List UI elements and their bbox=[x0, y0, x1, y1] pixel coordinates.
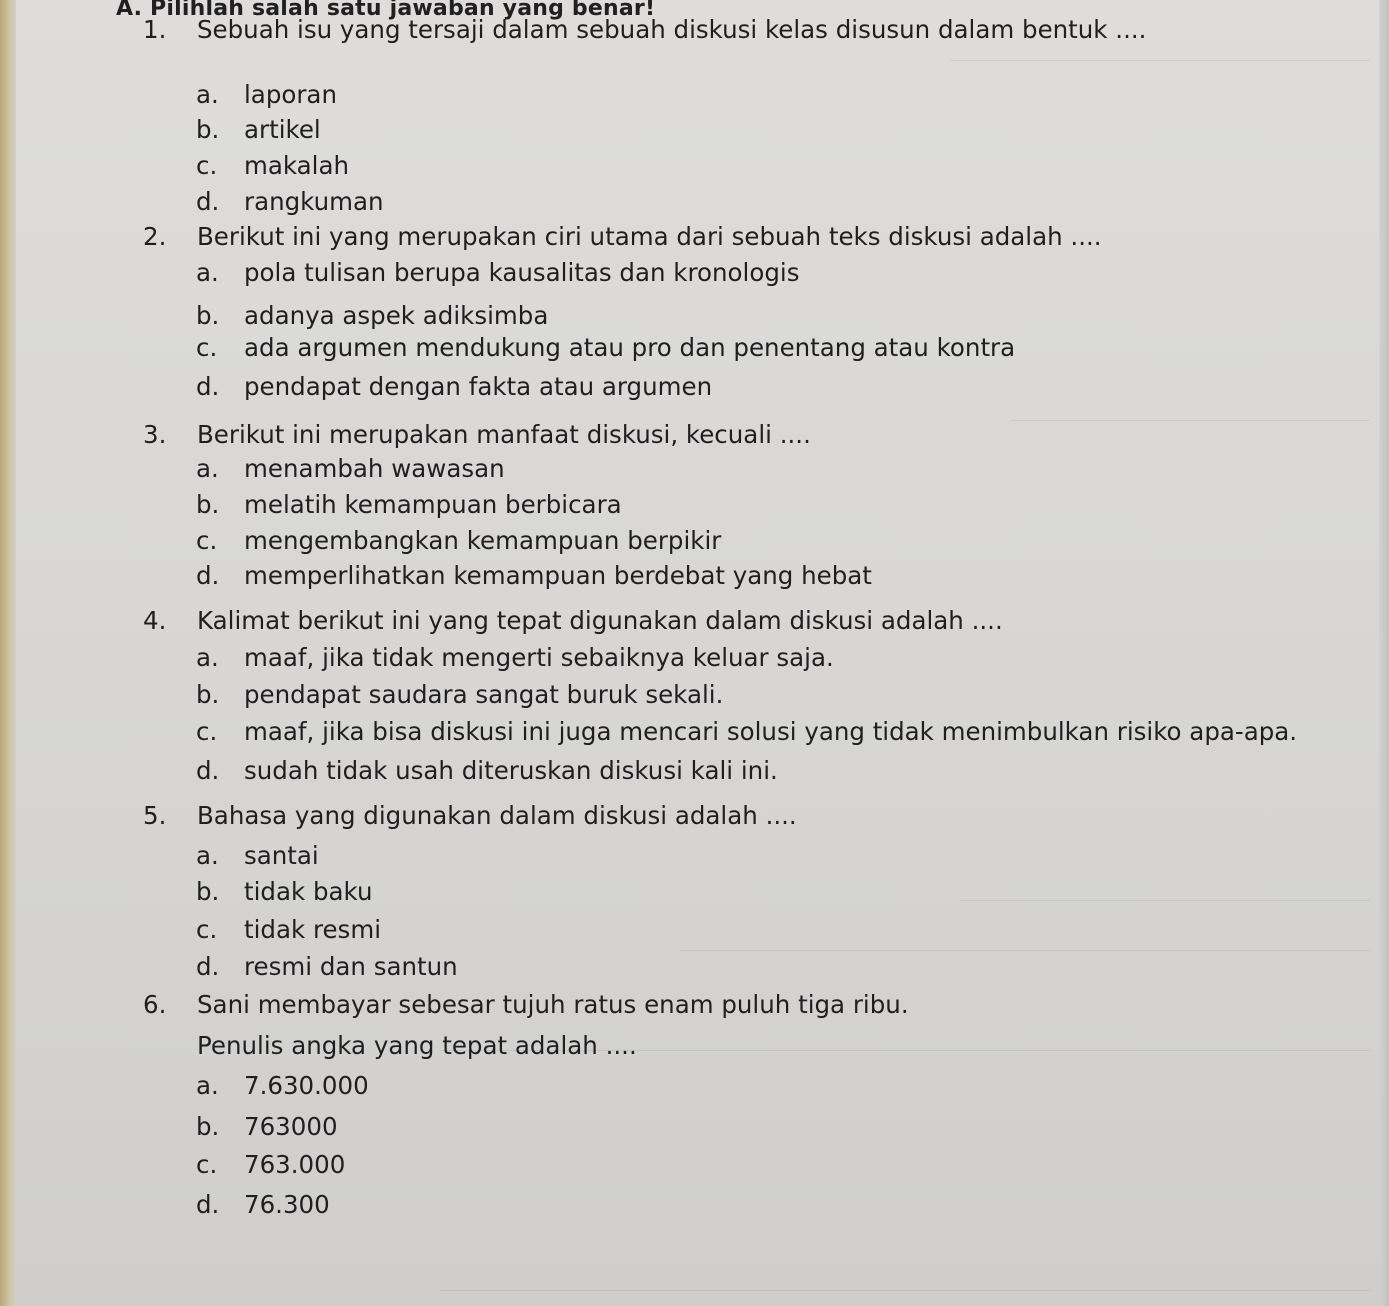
q4-option-d bbox=[196, 756, 778, 785]
question-number: 5. bbox=[143, 801, 167, 830]
option-text: 76.300 bbox=[244, 1190, 330, 1219]
q1-option-a bbox=[196, 80, 337, 109]
option-text: makalah bbox=[244, 151, 349, 180]
question-6-line-2 bbox=[197, 1031, 637, 1060]
q4-option-b bbox=[196, 680, 723, 709]
q3-option-b bbox=[196, 490, 622, 519]
option-letter: a. bbox=[196, 1071, 219, 1100]
option-letter: b. bbox=[196, 877, 220, 906]
q5-option-c bbox=[196, 915, 381, 944]
option-text: menambah wawasan bbox=[244, 454, 505, 483]
option-text: mengembangkan kemampuan berpikir bbox=[244, 526, 722, 555]
option-text: maaf, jika tidak mengerti sebaiknya keluar saja. bbox=[244, 643, 834, 672]
option-letter: d. bbox=[196, 1190, 220, 1219]
option-text: 763000 bbox=[244, 1112, 338, 1141]
option-text: pendapat dengan fakta atau argumen bbox=[244, 372, 713, 401]
section-header: A. Pilihlah salah satu jawaban yang benar! bbox=[116, 0, 656, 21]
q3-option-c bbox=[196, 526, 721, 555]
question-text: Sani membayar sebesar tujuh ratus enam puluh tiga ribu. bbox=[197, 990, 909, 1019]
option-letter: d. bbox=[196, 372, 220, 401]
option-letter: c. bbox=[196, 915, 218, 944]
q1-option-d bbox=[196, 187, 384, 216]
question-4 bbox=[143, 606, 1003, 635]
q4-option-a bbox=[196, 643, 834, 672]
show-through-line bbox=[960, 900, 1370, 901]
option-text: melatih kemampuan berbicara bbox=[244, 490, 622, 519]
option-text: tidak baku bbox=[244, 877, 373, 906]
question-6 bbox=[143, 990, 909, 1019]
option-letter: b. bbox=[196, 301, 220, 330]
q1-option-c bbox=[196, 151, 349, 180]
question-1 bbox=[143, 15, 1146, 44]
show-through-line bbox=[440, 1290, 1370, 1291]
page-right-edge bbox=[1379, 0, 1389, 1306]
option-text: 763.000 bbox=[244, 1150, 346, 1179]
question-text: Bahasa yang digunakan dalam diskusi adalah .... bbox=[197, 801, 797, 830]
q6-option-a bbox=[196, 1071, 369, 1100]
q5-option-a bbox=[196, 841, 319, 870]
q6-option-d bbox=[196, 1190, 330, 1219]
option-letter: c. bbox=[196, 526, 218, 555]
question-text: Kalimat berikut ini yang tepat digunakan dalam diskusi adalah .... bbox=[197, 606, 1003, 635]
option-letter: c. bbox=[196, 333, 218, 362]
q2-option-b bbox=[196, 301, 548, 330]
option-letter: a. bbox=[196, 454, 219, 483]
question-number: 4. bbox=[143, 606, 167, 635]
option-letter: b. bbox=[196, 115, 220, 144]
q6-option-b bbox=[196, 1112, 338, 1141]
question-text: Sebuah isu yang tersaji dalam sebuah diskusi kelas disusun dalam bentuk .... bbox=[197, 15, 1147, 44]
q2-option-c bbox=[196, 333, 1015, 362]
q2-option-d bbox=[196, 372, 712, 401]
question-number: 1. bbox=[143, 15, 167, 44]
q3-option-d bbox=[196, 561, 872, 590]
page-left-edge bbox=[0, 0, 16, 1306]
option-text: sudah tidak usah diteruskan diskusi kali ini. bbox=[244, 756, 778, 785]
option-letter: b. bbox=[196, 680, 220, 709]
option-letter: c. bbox=[196, 1150, 218, 1179]
q6-option-c bbox=[196, 1150, 345, 1179]
option-text: memperlihatkan kemampuan berdebat yang hebat bbox=[244, 561, 872, 590]
question-3 bbox=[143, 420, 811, 449]
q1-option-b bbox=[196, 115, 321, 144]
option-letter: d. bbox=[196, 952, 220, 981]
option-text: maaf, jika bisa diskusi ini juga mencari solusi yang tidak menimbulkan risiko apa-apa. bbox=[244, 717, 1298, 746]
q5-option-d bbox=[196, 952, 458, 981]
option-text: pola tulisan berupa kausalitas dan kronologis bbox=[244, 258, 800, 287]
option-text: pendapat saudara sangat buruk sekali. bbox=[244, 680, 724, 709]
question-number: 6. bbox=[143, 990, 167, 1019]
option-text: resmi dan santun bbox=[244, 952, 458, 981]
option-letter: d. bbox=[196, 561, 220, 590]
show-through-line bbox=[680, 950, 1370, 951]
option-text: rangkuman bbox=[244, 187, 384, 216]
show-through-line bbox=[950, 60, 1370, 61]
q5-option-b bbox=[196, 877, 372, 906]
option-letter: d. bbox=[196, 187, 220, 216]
option-letter: a. bbox=[196, 80, 219, 109]
option-text: tidak resmi bbox=[244, 915, 381, 944]
option-letter: a. bbox=[196, 258, 219, 287]
question-5 bbox=[143, 801, 797, 830]
option-text: adanya aspek adiksimba bbox=[244, 301, 549, 330]
q2-option-a bbox=[196, 258, 799, 287]
question-text: Berikut ini yang merupakan ciri utama dari sebuah teks diskusi adalah .... bbox=[197, 222, 1102, 251]
q3-option-a bbox=[196, 454, 505, 483]
option-letter: b. bbox=[196, 490, 220, 519]
option-text: ada argumen mendukung atau pro dan penentang atau kontra bbox=[244, 333, 1016, 362]
q4-option-c bbox=[196, 717, 1297, 746]
option-letter: c. bbox=[196, 151, 218, 180]
question-number: 3. bbox=[143, 420, 167, 449]
option-text: 7.630.000 bbox=[244, 1071, 369, 1100]
option-text: santai bbox=[244, 841, 319, 870]
option-letter: a. bbox=[196, 841, 219, 870]
option-text: artikel bbox=[244, 115, 321, 144]
question-number: 2. bbox=[143, 222, 167, 251]
option-text: laporan bbox=[244, 80, 337, 109]
question-text: Penulis angka yang tepat adalah .... bbox=[197, 1031, 637, 1060]
option-letter: c. bbox=[196, 717, 218, 746]
option-letter: b. bbox=[196, 1112, 220, 1141]
question-text: Berikut ini merupakan manfaat diskusi, kecuali .... bbox=[197, 420, 811, 449]
show-through-line bbox=[1010, 420, 1370, 421]
option-letter: a. bbox=[196, 643, 219, 672]
question-2 bbox=[143, 222, 1102, 251]
option-letter: d. bbox=[196, 756, 220, 785]
